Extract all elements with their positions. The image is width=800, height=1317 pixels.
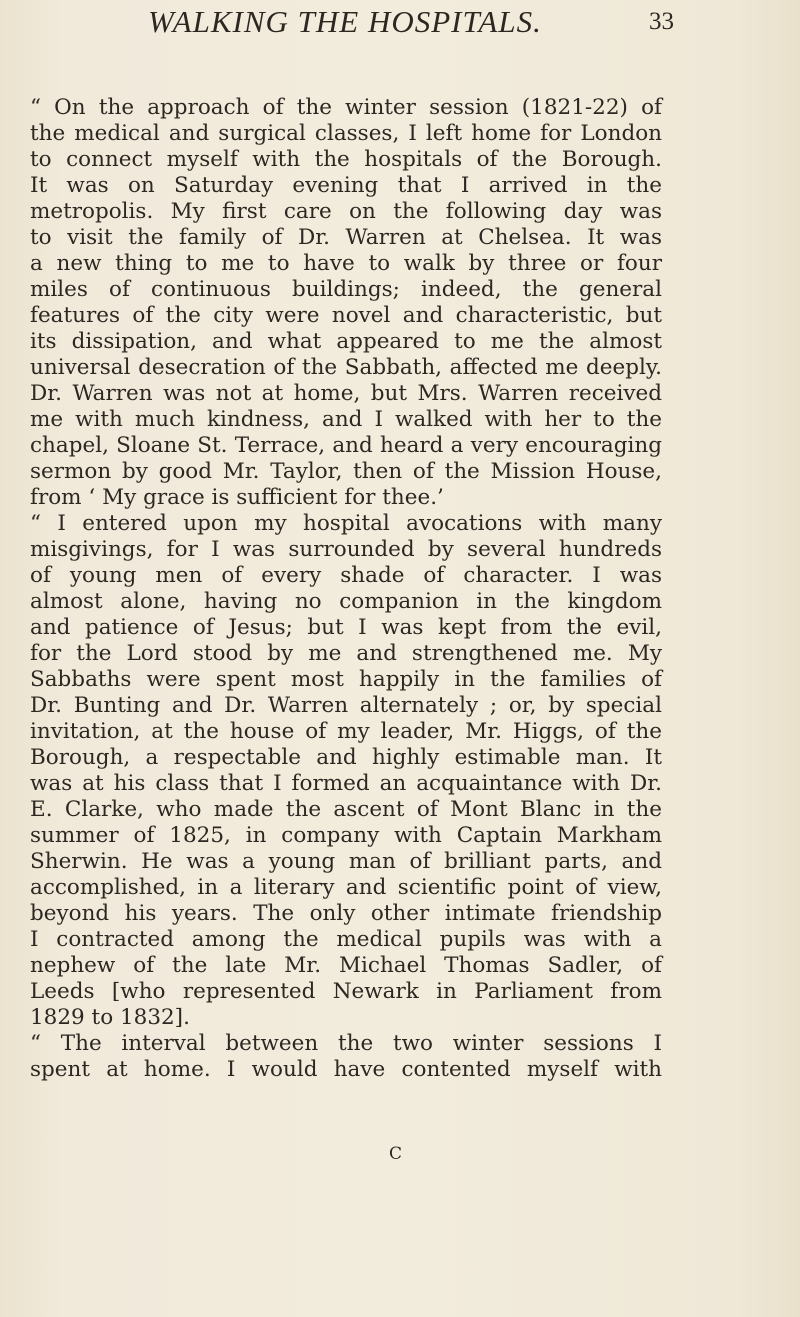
text-line: from ‘ My grace is sufficient for thee.’ [30, 485, 444, 510]
text-line: and patience of Jesus; but I was kept from the evil, [30, 615, 662, 640]
running-head [148, 4, 674, 40]
text-line: “ On the approach of the winter session (1821-22) of [30, 95, 662, 120]
text-line: “ I entered upon my hospital avocations with many [30, 511, 662, 536]
text-line: E. Clarke, who made the ascent of Mont Blanc in the [30, 797, 662, 822]
text-line: metropolis. My first care on the following day was [30, 199, 662, 224]
text-line: 1829 to 1832]. [30, 1005, 190, 1030]
text-line: to connect myself with the hospitals of the Borough. [30, 147, 662, 172]
text-line: Sherwin. He was a young man of brilliant parts, and [30, 849, 662, 874]
page-number: 33 [649, 8, 674, 35]
text-line: It was on Saturday evening that I arrived in the [30, 173, 662, 198]
running-title: WALKING THE HOSPITALS. [148, 4, 542, 39]
text-line: misgivings, for I was surrounded by several hundreds [30, 537, 662, 562]
body-text [30, 95, 662, 1083]
text-line: invitation, at the house of my leader, Mr. Higgs, of the [30, 719, 662, 744]
text-line: Leeds [who represented Newark in Parliament from [30, 979, 662, 1004]
text-line: summer of 1825, in company with Captain Markham [30, 823, 662, 848]
text-line: accomplished, in a literary and scientific point of view, [30, 875, 662, 900]
text-line: me with much kindness, and I walked with her to the [30, 407, 662, 432]
text-line: miles of continuous buildings; indeed, the general [30, 277, 662, 302]
text-line: the medical and surgical classes, I left home for London [30, 121, 662, 146]
text-line: sermon by good Mr. Taylor, then of the Mission House, [30, 459, 662, 484]
text-line: to visit the family of Dr. Warren at Chelsea. It was [30, 225, 662, 250]
text-line: Sabbaths were spent most happily in the families of [30, 667, 662, 692]
text-line: “ The interval between the two winter sessions I [30, 1031, 662, 1056]
text-line: Dr. Bunting and Dr. Warren alternately ; or, by special [30, 693, 662, 718]
text-line: spent at home. I would have contented myself with [30, 1057, 662, 1082]
signature-mark: C [389, 1144, 403, 1164]
text-line: chapel, Sloane St. Terrace, and heard a very encouraging [30, 433, 662, 458]
text-line: beyond his years. The only other intimate friendship [30, 901, 662, 926]
text-line: almost alone, having no companion in the kingdom [30, 589, 662, 614]
text-line: Borough, a respectable and highly estimable man. It [30, 745, 662, 770]
text-line: features of the city were novel and characteristic, but [30, 303, 662, 328]
text-line: universal desecration of the Sabbath, affected me deeply. [30, 355, 662, 380]
text-line: its dissipation, and what appeared to me the almost [30, 329, 662, 354]
text-line: was at his class that I formed an acquaintance with Dr. [30, 771, 662, 796]
text-line: of young men of every shade of character. I was [30, 563, 662, 588]
text-line: a new thing to me to have to walk by three or four [30, 251, 662, 276]
text-line: I contracted among the medical pupils was with a [30, 927, 662, 952]
text-line: for the Lord stood by me and strengthened me. My [30, 641, 662, 666]
text-line: Dr. Warren was not at home, but Mrs. Warren received [30, 381, 662, 406]
text-line: nephew of the late Mr. Michael Thomas Sadler, of [30, 953, 662, 978]
